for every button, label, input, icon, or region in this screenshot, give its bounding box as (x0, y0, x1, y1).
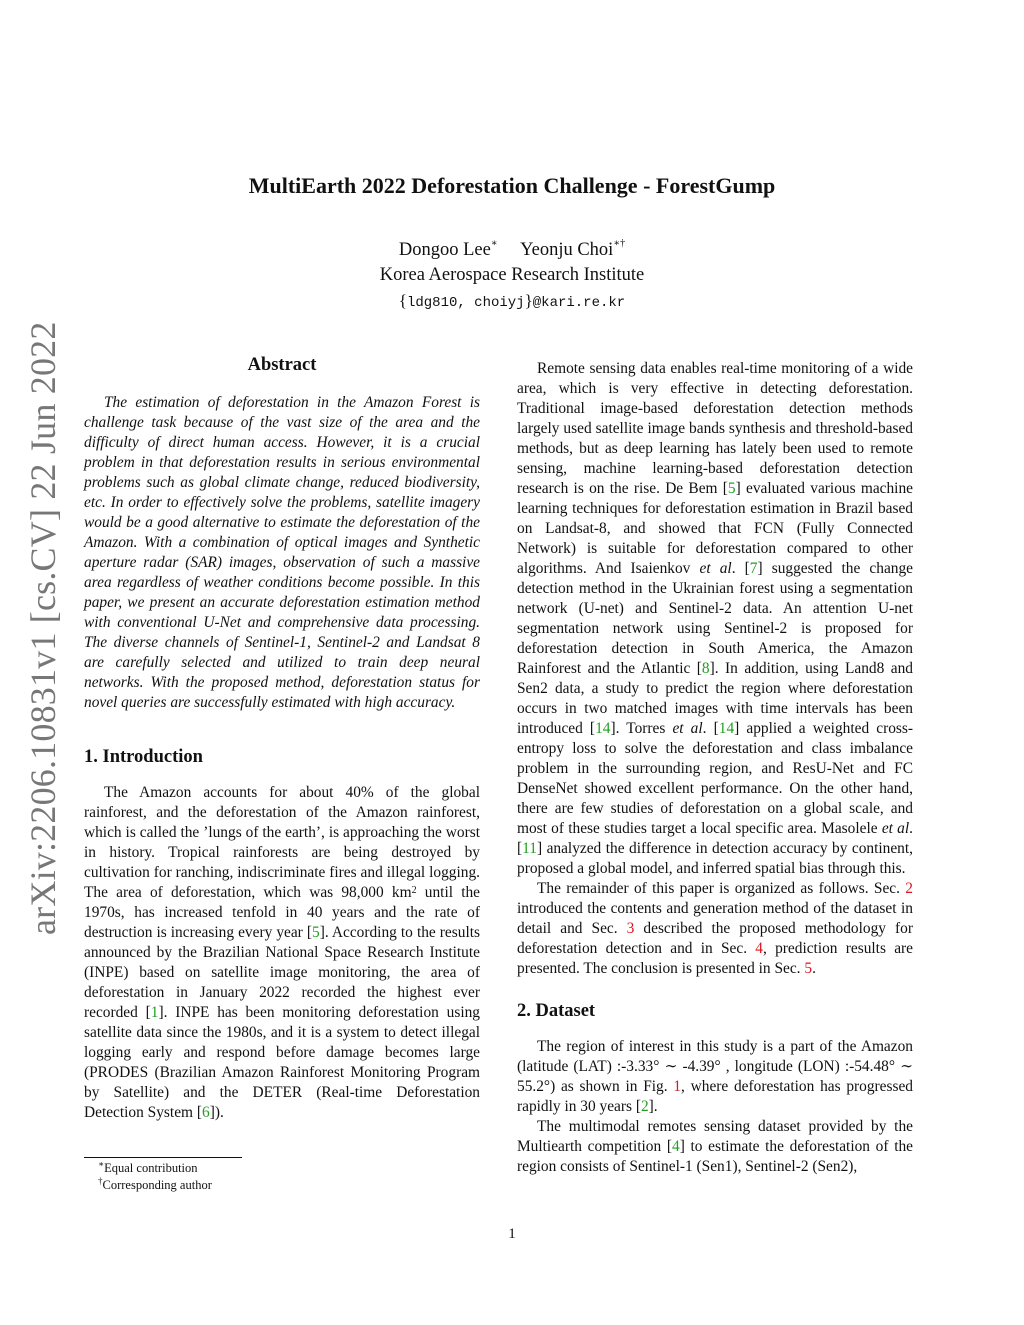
footnote: ∗Equal contribution (98, 1159, 198, 1175)
abstract-heading: Abstract (247, 355, 317, 375)
intro-paragraph: The Amazon accounts for about 40% of the global rainforest, and the deforestation of the Amazon rainforest, which is called the ’lungs of the earth’, is approaching the worst in history. Tropical rainforests are being destroyed by cultivation for ranching, indiscriminate fires and illegal logging. The area of deforestation, which was 98,000 $km^2$ until the 1970s, has increased tenfold in 40 years and the rate of destruction is increasing every year [5]. According to the results announced by the Brazilian National Space Research Institute (INPE) based on satellite image monitoring, the area of deforestation in January 2022 recorded the highest ever recorded [1]. INPE has been monitoring deforestation using satellite data since the 1980s, and it is a system to detect illegal logging early and respond before damage becomes large (PRODES (Brazilian Amazon Rainforest Monitoring Program by Satellite) and the DETER (Real-time Deforestation Detection System [6]). (84, 784, 481, 1121)
author-name: Yeonju Choi (520, 240, 614, 260)
author-mark: ∗† (613, 238, 626, 249)
email-domain: @kari.re.kr (532, 295, 626, 311)
section-ref-link[interactable]: 3 (626, 920, 635, 937)
email-brace-open: { (398, 291, 407, 310)
footnote-rule (84, 1157, 242, 1158)
author-mark: ∗ (490, 238, 498, 249)
related-work-paragraph: Remote sensing data enables real-time monitoring of a wide area, which is very effective in detecting deforestation. Traditional image-based deforestation detection methods largely used satellite image bands synthesis and threshold-based methods, but as deep learning has lately been used to remote sensing, machine learning-based deforestation detection research is on the rise. De Bem [5] evaluated various machine learning techniques for deforestation estimation in Brazil based on Landsat-8, and showed that FCN (Fully Connected Network) is suitable for deforestation compared to other algorithms. And Isaienkov et al. [7] suggested the change detection method in the Ukrainian forest using a segmentation network (U-net) and Sentinel-2 data. An attention U-net segmentation network using Sentinel-2 is proposed for deforestation detection in South America, the Amazon Rainforest and the Atlantic [8]. In addition, using Land8 and Sen2 data, a study to predict the region where deforestation occurs in two matched images with time intervals has been introduced [14]. Torres et al. [14] applied a weighted cross-entropy loss to solve the deforestation and class imbalance problem in the surrounding region, and ResU-Net and FC DenseNet showed excellent performance. On the other hand, there are few studies of deforestation on a global scale, and most of these studies target a local specific area. Masolele et al. [11] analyzed the difference in detection accuracy by continent, proposed a global model, and inferred spatial bias through this. (517, 360, 914, 877)
section-ref-link[interactable]: 5 (804, 960, 813, 977)
footnote: †Corresponding author (98, 1176, 212, 1192)
author-name: Dongoo Lee (398, 240, 491, 260)
page-number: 1 (508, 1226, 516, 1242)
section-ref-link[interactable]: 2 (905, 880, 913, 897)
citation-link[interactable]: 2 (640, 1098, 649, 1115)
citation-link[interactable]: 5 (312, 924, 320, 941)
citation-link[interactable]: 5 (727, 480, 736, 497)
abstract-body (84, 393, 480, 713)
author-email[interactable] (0, 291, 1024, 311)
left-column (84, 355, 480, 1123)
introduction-heading: 1. Introduction (84, 747, 203, 767)
figure-ref-link[interactable]: 1 (673, 1078, 682, 1095)
organization-paragraph: The remainder of this paper is organized as follows. Sec. 2 introduced the contents and generation method of the dataset in detail and Sec. 3 described the proposed methodology for deforestation detection and in Sec. 4, prediction results are presented. The conclusion is presented in Sec. 5. (517, 880, 913, 977)
arxiv-stamp: arXiv:2206.10831v1 [cs.CV] 22 Jun 2022 (23, 321, 63, 935)
author-line (0, 240, 1024, 261)
citation-link[interactable]: 6 (201, 1104, 210, 1121)
citation-link[interactable]: 11 (522, 840, 537, 857)
citation-link[interactable]: 14 (718, 720, 735, 737)
citation-link[interactable]: 7 (749, 560, 758, 577)
dataset-paragraph: The multimodal remotes sensing dataset provided by the Multiearth competition [4] to estimate the deforestation of the region consists of Sentinel-1 (Sen1), Sentinel-2 (Sen2), (517, 1118, 913, 1175)
region-paragraph: The region of interest in this study is a part of the Amazon (latitude (LAT) :-3.33° ∼ -4.39° , longitude (LON) :-54.48° ∼ 55.2°) as shown in Fig. 1, where deforestation has progressed rapidly in 30 years [2]. (517, 1038, 914, 1115)
dataset-heading: 2. Dataset (517, 1001, 596, 1021)
citation-link[interactable]: 4 (672, 1138, 680, 1155)
citation-link[interactable]: 8 (701, 660, 710, 677)
paper-title: MultiEarth 2022 Deforestation Challenge - ForestGump (248, 173, 776, 198)
email-users: ldg810, choiyj (406, 295, 525, 311)
citation-link[interactable]: 14 (595, 720, 611, 737)
institution: Korea Aerospace Research Institute (379, 265, 645, 285)
right-column (517, 359, 913, 1177)
abstract-text: The estimation of deforestation in the Amazon Forest is challenge task because of the vast size of the area and the difficulty of direct human access. However, it is a crucial problem in that deforestation results in serious environmental problems such as global climate change, reduced biodiversity, etc. In order to effectively solve the problems, satellite imagery would be a good alternative to estimate the deforestation of the Amazon. With a combination of optical images and Synthetic aperture radar (SAR) images, observation of such a massive area regardless of weather conditions become possible. In this paper, we present an accurate deforestation estimation method with conventional U-Net and comprehensive data processing. The diverse channels of Sentinel-1, Sentinel-2 and Landsat 8 are carefully selected and utilized to train deep neural networks. With the proposed method, deforestation status for novel queries are successfully estimated with high accuracy. (84, 394, 480, 711)
email-brace-close: } (524, 291, 533, 310)
section-ref-link[interactable]: 4 (755, 940, 763, 957)
citation-link[interactable]: 1 (150, 1004, 159, 1021)
